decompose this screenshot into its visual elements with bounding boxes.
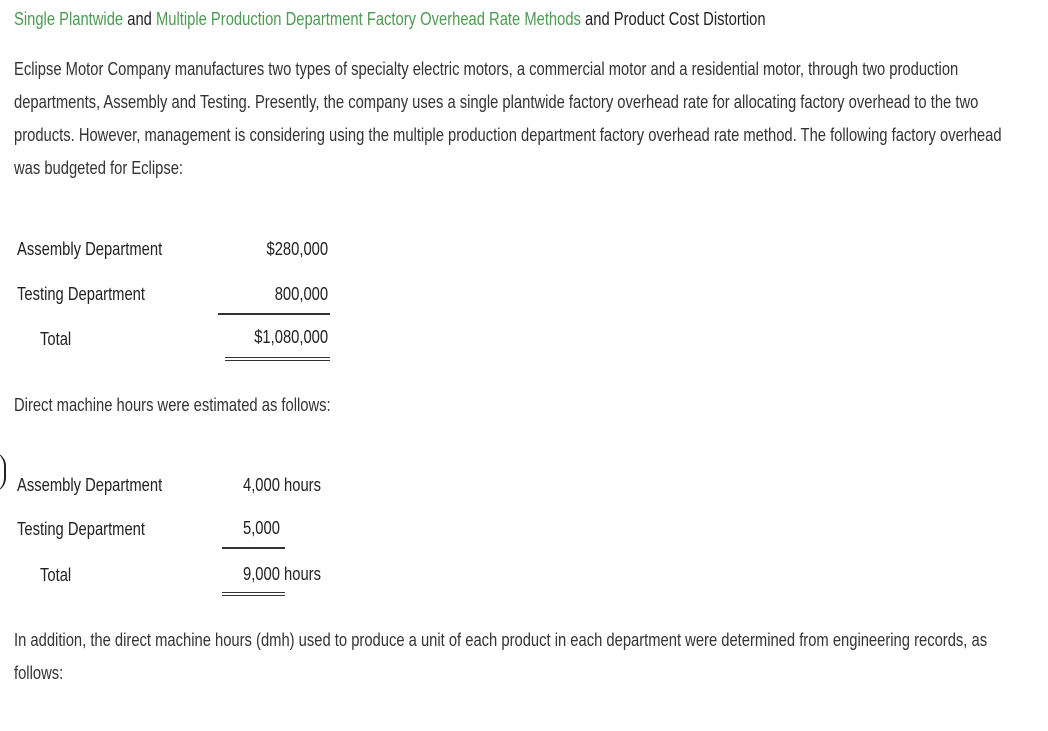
hours-intro-text: Direct machine hours were estimated as follows:: [14, 395, 331, 415]
hours-row-value: [243, 474, 321, 496]
hours-total-number: 9,000: [243, 564, 280, 584]
closing-line: In addition, the direct machine hours (dmh) used to produce a unit of each product in each department were determined from engineering records, as: [14, 630, 988, 650]
intro-line: was budgeted for Eclipse:: [14, 158, 184, 178]
intro-paragraph: [14, 53, 1002, 185]
intro-line: departments, Assembly and Testing. Presently, the company uses a single plantwide factory overhead rate for allocating factory overhead to the two: [14, 92, 979, 112]
overhead-row-value: $280,000: [266, 239, 328, 259]
hours-row-label: Testing Department: [17, 519, 145, 539]
closing-line: follows:: [14, 663, 64, 683]
title-suffix-text: and Product Cost Distortion: [580, 9, 766, 29]
title-and-text: and: [123, 9, 156, 29]
hours-number: 4,000: [243, 475, 280, 495]
overhead-total-value: $1,080,000: [254, 327, 328, 347]
closing-paragraph: [14, 624, 987, 690]
hours-unit: hours: [284, 475, 321, 495]
overhead-row-value: 800,000: [274, 284, 328, 304]
hours-double-rule: [222, 592, 285, 596]
hours-subtotal-rule: [222, 547, 285, 549]
page-title: [14, 8, 766, 30]
subtotal-rule: [218, 313, 330, 315]
hours-row-value: [243, 517, 280, 539]
hours-number: 5,000: [243, 518, 280, 538]
hours-row-label: Assembly Department: [17, 475, 163, 495]
overhead-row-label: Assembly Department: [17, 239, 163, 259]
hours-intro: [14, 389, 331, 422]
multiple-department-rate-link[interactable]: Multiple Production Department Factory Overhead Rate Methods: [155, 9, 581, 29]
intro-line: Eclipse Motor Company manufactures two types of specialty electric motors, a commercial motor and a residential motor, through two production: [14, 59, 959, 79]
single-plantwide-link[interactable]: Single Plantwide: [14, 9, 124, 29]
hours-total-label: Total: [40, 565, 72, 585]
hours-total-unit: hours: [284, 564, 321, 584]
overhead-row-label: Testing Department: [17, 284, 145, 304]
hours-total-value: [243, 563, 321, 585]
intro-line: products. However, management is considering using the multiple production department factory overhead rate method. The following factory overhead: [14, 125, 1002, 145]
overhead-total-label: Total: [40, 329, 72, 349]
total-double-rule: [225, 357, 330, 361]
cropped-edge-mark: [0, 452, 6, 492]
